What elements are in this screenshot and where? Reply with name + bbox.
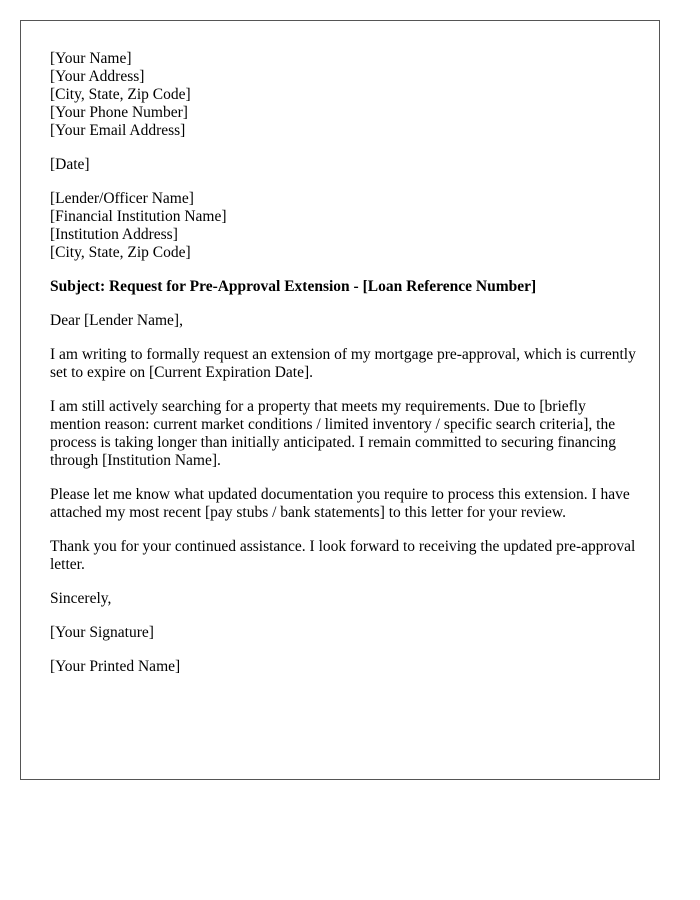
body-paragraph: I am writing to formally request an extension of my mortgage pre-approval, which is currently set to expire on [Current Expiration Date]. (50, 346, 636, 381)
sender-phone: [Your Phone Number] (50, 104, 188, 121)
letter-page (20, 20, 660, 780)
subject-line: Subject: Request for Pre-Approval Extension - [Loan Reference Number] (50, 278, 537, 295)
recipient-institution: [Financial Institution Name] (50, 208, 227, 225)
body-paragraph: I am still actively searching for a property that meets my requirements. Due to [briefly mention reason: current market conditions / limited inventory / specific search criteria], the process is taking longer than initially anticipated. I remain committed to securing financing through [Institution Name]. (50, 398, 617, 469)
sender-block (50, 50, 640, 140)
recipient-address: [Institution Address] (50, 226, 178, 243)
sender-city-state-zip: [City, State, Zip Code] (50, 86, 191, 103)
salutation: Dear [Lender Name], (50, 312, 183, 329)
recipient-name: [Lender/Officer Name] (50, 190, 194, 207)
signature-placeholder: [Your Signature] (50, 624, 154, 641)
body-paragraph: Thank you for your continued assistance. I look forward to receiving the updated pre-approval letter. (50, 538, 636, 573)
body-paragraph: Please let me know what updated documentation you require to process this extension. I have attached my most recent [pay stubs / bank statements] to this letter for your review. (50, 486, 630, 521)
letter-content (50, 50, 640, 692)
recipient-block (50, 190, 640, 262)
printed-name: [Your Printed Name] (50, 658, 181, 675)
sender-email: [Your Email Address] (50, 122, 186, 139)
closing: Sincerely, (50, 590, 112, 607)
sender-name: [Your Name] (50, 50, 132, 67)
sender-address: [Your Address] (50, 68, 145, 85)
letter-date: [Date] (50, 156, 90, 173)
date-block (50, 156, 640, 174)
recipient-city-state-zip: [City, State, Zip Code] (50, 244, 191, 261)
